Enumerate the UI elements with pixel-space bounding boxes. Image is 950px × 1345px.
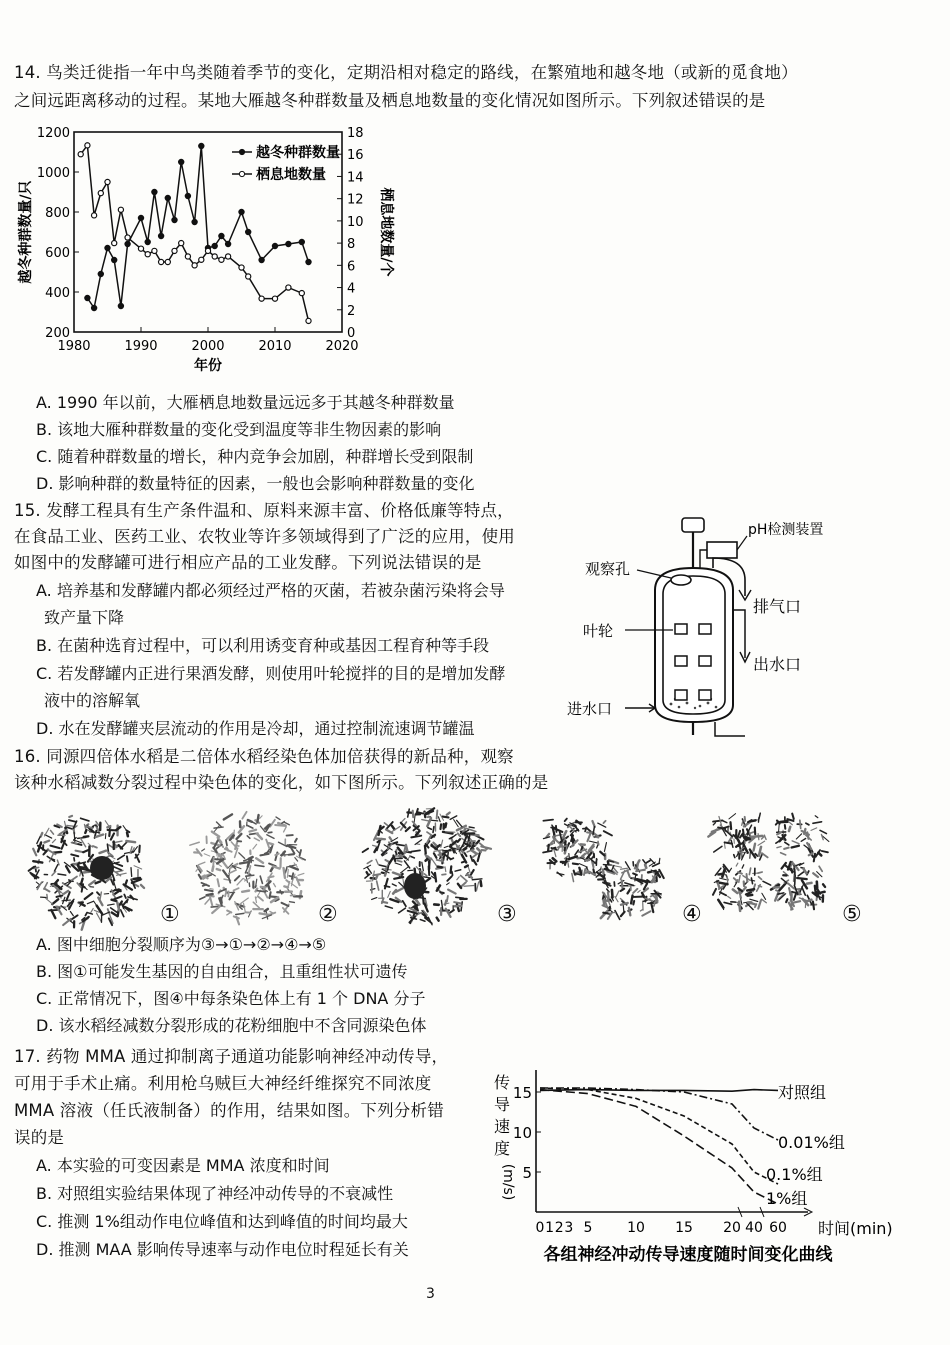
chart1-point (152, 189, 157, 194)
micrograph-label-2: ② (318, 902, 338, 927)
q16-stem-line2: 该种水稻减数分裂过程中染色体的变化，如下图所示。下列叙述正确的是 (14, 773, 549, 792)
chart1-point (92, 305, 97, 310)
chart1-y2tick-label: 8 (347, 237, 356, 253)
ph-device-box (707, 542, 737, 558)
chart1-point (112, 257, 117, 262)
chart1-point (105, 179, 110, 184)
micrograph-5 (705, 798, 835, 918)
chart1-point (299, 239, 304, 244)
chart1-point (199, 143, 204, 148)
q15-option-b: B. 在菌种选育过程中，可以利用诱变育种或基因工程育种等手段 (36, 636, 490, 655)
chart1-xtick-label: 1980 (57, 339, 91, 354)
chart1-xtick-label: 2020 (325, 339, 359, 354)
q14-option-d: D. 影响种群的数量特征的因素，一般也会影响种群数量的变化 (36, 474, 475, 493)
chart1-xlabel: 年份 (194, 358, 222, 374)
chart1-legend-label: 栖息地数量 (256, 167, 326, 183)
chart1-point (98, 271, 103, 276)
chart2-xtick-label: 0 (535, 1220, 545, 1236)
chart1-point (192, 263, 197, 268)
chart1-point (92, 213, 97, 218)
chart1-point (159, 233, 164, 238)
fermenter-diagram (555, 510, 855, 750)
chart1-point (112, 241, 117, 246)
chart2-series-line (540, 1088, 778, 1140)
chart1-point (306, 259, 311, 264)
chart2-xtick-label: 15 (675, 1220, 693, 1236)
chart2-ylabel-char: 传 (493, 1073, 511, 1092)
chart1-ytick-label: 200 (45, 326, 70, 341)
q15-option-c: C. 若发酵罐内正进行果酒发酵，则使用叶轮搅拌的目的是增加发酵 (36, 664, 506, 683)
chart1-point (159, 259, 164, 264)
chart1-y2tick-label: 12 (347, 192, 364, 208)
q17-stem-line3: MMA 溶液（任氏液制备）的作用，结果如图。下列分析错 (14, 1101, 444, 1120)
q16-option-d: D. 该水稻经减数分裂形成的花粉细胞中不含同源染色体 (36, 1016, 427, 1035)
observation-window (671, 575, 691, 585)
chart2-xtick-label: 3 (564, 1220, 574, 1236)
q15-option-c-cont: 液中的溶解氧 (44, 691, 141, 710)
q14-option-c: C. 随着种群数量的增长，种内竞争会加剧，种群增长受到限制 (36, 447, 474, 466)
chart1-point (179, 241, 184, 246)
chart1-xtick-label: 1990 (124, 339, 158, 354)
chart1-point (118, 303, 123, 308)
chart1-y2label: 栖息地数量/个 (378, 187, 394, 277)
chart1-point (212, 254, 217, 259)
ph-device-label: pH检测装置 (748, 522, 824, 538)
chart2-ytick-label: 15 (512, 1084, 532, 1102)
chart1-y2tick-label: 4 (347, 281, 356, 297)
chart1-point (172, 248, 177, 253)
chart1-point (272, 296, 277, 301)
chart1-point (219, 233, 224, 238)
chart1-point (286, 241, 291, 246)
chart1-point (306, 318, 311, 323)
chart2-ylabel-unit: (m/s) (500, 1163, 516, 1201)
chart1-legend-label: 越冬种群数量 (256, 145, 340, 161)
chart1-point (192, 219, 197, 224)
chart2-ytick-label: 5 (522, 1164, 532, 1182)
q16-option-a: A. 图中细胞分裂顺序为③→①→②→④→⑤ (36, 935, 327, 954)
chart1-point (152, 248, 157, 253)
conduction-speed-chart (488, 1062, 893, 1272)
chart1-point (239, 265, 244, 270)
q15-option-a: A. 培养基和发酵罐内都必须经过严格的灭菌，若被杂菌污染将会导 (36, 581, 505, 600)
chart2-xtick-label: 10 (627, 1220, 645, 1236)
chart1-point (165, 195, 170, 200)
q16-stem-line1: 16. 同源四倍体水稻是二倍体水稻经染色体加倍获得的新品种，观察 (14, 747, 514, 766)
chart1-point (138, 246, 143, 251)
bird-population-chart (10, 118, 394, 388)
chart1-point (299, 291, 304, 296)
micrograph-4 (540, 806, 670, 926)
micrograph-label-1: ① (160, 902, 180, 927)
q17-stem-line2: 可用于手术止痛。利用枪乌贼巨大神经纤维探究不同浓度 (14, 1074, 432, 1093)
chart2-xtick-label: 1 (545, 1220, 555, 1236)
chart2-xtick-label: 2 (554, 1220, 564, 1236)
chart1-point (138, 215, 143, 220)
micrograph-1 (22, 808, 152, 928)
chart1-point (179, 159, 184, 164)
chart1-y2tick-label: 18 (347, 126, 364, 141)
chart2-ytick-label: 10 (512, 1124, 532, 1142)
chart2-ylabel-char: 导 (493, 1095, 511, 1114)
ph-sensor-cap (682, 518, 704, 532)
q15-stem-line3: 如图中的发酵罐可进行相应产品的工业发酵。下列说法错误的是 (14, 553, 482, 572)
micrograph-label-3: ③ (497, 902, 517, 927)
micrograph-label-4: ④ (682, 902, 702, 927)
chart2-series-label: 1%组 (766, 1189, 808, 1208)
chart1-point (212, 243, 217, 248)
q14-option-b: B. 该地大雁种群数量的变化受到温度等非生物因素的影响 (36, 420, 442, 439)
chart2-xtick-label: 5 (583, 1220, 593, 1236)
chart1-point (98, 191, 103, 196)
water-out-label: 出水口 (753, 655, 802, 674)
q15-stem-line2: 在食品工业、医药工业、农牧业等许多领域得到了广泛的应用，使用 (14, 527, 515, 546)
chart1-y2tick-label: 2 (347, 303, 356, 319)
chart1-ytick-label: 600 (45, 246, 70, 261)
chart1-point (172, 217, 177, 222)
impeller-label: 叶轮 (583, 622, 614, 640)
q16-option-b: B. 图①可能发生基因的自由组合，且重组性状可遗传 (36, 962, 408, 981)
chart1-point (246, 274, 251, 279)
q14-stem-line1: 14. 鸟类迁徙指一年中鸟类随着季节的变化，定期沿相对稳定的路线，在繁殖地和越冬地（或新的觅食地） (14, 63, 798, 82)
water-in-label: 进水口 (567, 700, 613, 718)
chart1-point (145, 252, 150, 257)
chart1-ytick-label: 1200 (36, 126, 70, 141)
window-label: 观察孔 (585, 560, 631, 578)
chart1-ytick-label: 800 (45, 206, 70, 221)
chart1-frame (74, 132, 342, 332)
chart1-ytick-label: 400 (45, 286, 70, 301)
chart1-ylabel: 越冬种群数量/只 (18, 180, 34, 284)
q14-option-a: A. 1990 年以前，大雁栖息地数量远远多于其越冬种群数量 (36, 393, 455, 412)
chart1-point (118, 207, 123, 212)
chart2-ylabel-char: 度 (493, 1139, 511, 1158)
q14-stem-line2: 之间远距离移动的过程。某地大雁越冬种群数量及栖息地数量的变化情况如图所示。下列叙述错误的是 (14, 91, 766, 110)
chart1-xtick-label: 2000 (191, 339, 225, 354)
chart1-legend-marker (239, 171, 244, 176)
micrograph-2 (185, 806, 315, 926)
chart1-point (85, 295, 90, 300)
chart1-point (205, 248, 210, 253)
chart1-ytick-label: 1000 (36, 166, 70, 181)
chart1-y2tick-label: 0 (347, 326, 356, 341)
q17-stem-line1: 17. 药物 MMA 通过抑制离子通道功能影响神经冲动传导， (14, 1047, 449, 1066)
chart1-point (105, 245, 110, 250)
chart2-xtick-label: 40 (745, 1220, 763, 1236)
page-number: 3 (426, 1286, 435, 1302)
chart1-point (125, 235, 130, 240)
chart1-point (78, 152, 83, 157)
q15-stem-line1: 15. 发酵工程具有生产条件温和、原料来源丰富、价格低廉等特点， (14, 501, 514, 520)
q15-option-a-cont: 致产量下降 (44, 608, 125, 627)
chart2-xlabel: 时间(min) (818, 1219, 893, 1238)
chart1-point (226, 241, 231, 246)
q16-option-c: C. 正常情况下，图④中每条染色体上有 1 个 DNA 分子 (36, 989, 426, 1008)
q17-option-b: B. 对照组实验结果体现了神经冲动传导的不衰减性 (36, 1184, 394, 1203)
chart1-point (219, 257, 224, 262)
chart2-series-label: 0.01%组 (778, 1133, 845, 1152)
chart1-point (226, 254, 231, 259)
chart2-ylabel-char: 速 (493, 1117, 511, 1136)
chart1-point (199, 257, 204, 262)
chart2-series-line (540, 1088, 778, 1184)
chart2-series-label: 0.1%组 (766, 1165, 823, 1184)
q15-option-d: D. 水在发酵罐夹层流动的作用是冷却，通过控制流速调节罐温 (36, 719, 475, 738)
chart2-title: 各组神经冲动传导速度随时间变化曲线 (543, 1245, 833, 1265)
chart2-xtick-label: 20 (723, 1220, 741, 1236)
chart1-point (272, 243, 277, 248)
chart1-point (125, 241, 130, 246)
chart1-point (239, 209, 244, 214)
chart1-y2tick-label: 16 (347, 148, 364, 164)
chart1-point (259, 296, 264, 301)
chart1-point (185, 254, 190, 259)
chart1-y2tick-label: 10 (347, 214, 364, 230)
q17-stem-line4: 误的是 (14, 1128, 65, 1147)
chart1-point (85, 143, 90, 148)
chart1-y2tick-label: 14 (347, 170, 364, 186)
micrograph-3 (360, 804, 490, 924)
chart1-xtick-label: 2010 (258, 339, 292, 354)
chart1-y2tick-label: 6 (347, 259, 356, 275)
chart2-xtick-label: 60 (769, 1220, 787, 1236)
chart1-point (286, 285, 291, 290)
chart2-series-label: 对照组 (778, 1083, 827, 1102)
chart1-point (185, 193, 190, 198)
chart1-point (165, 259, 170, 264)
q17-option-c: C. 推测 1%组动作电位峰值和达到峰值的时间均最大 (36, 1212, 408, 1231)
chart1-point (259, 257, 264, 262)
q17-option-a: A. 本实验的可变因素是 MMA 浓度和时间 (36, 1156, 330, 1175)
chart1-point (246, 229, 251, 234)
exhaust-label: 排气口 (753, 597, 802, 616)
q17-option-d: D. 推测 MAA 影响传导速率与动作电位时程延长有关 (36, 1240, 409, 1259)
chart1-point (145, 239, 150, 244)
chart1-legend-marker (239, 149, 244, 154)
micrograph-label-5: ⑤ (842, 902, 862, 927)
